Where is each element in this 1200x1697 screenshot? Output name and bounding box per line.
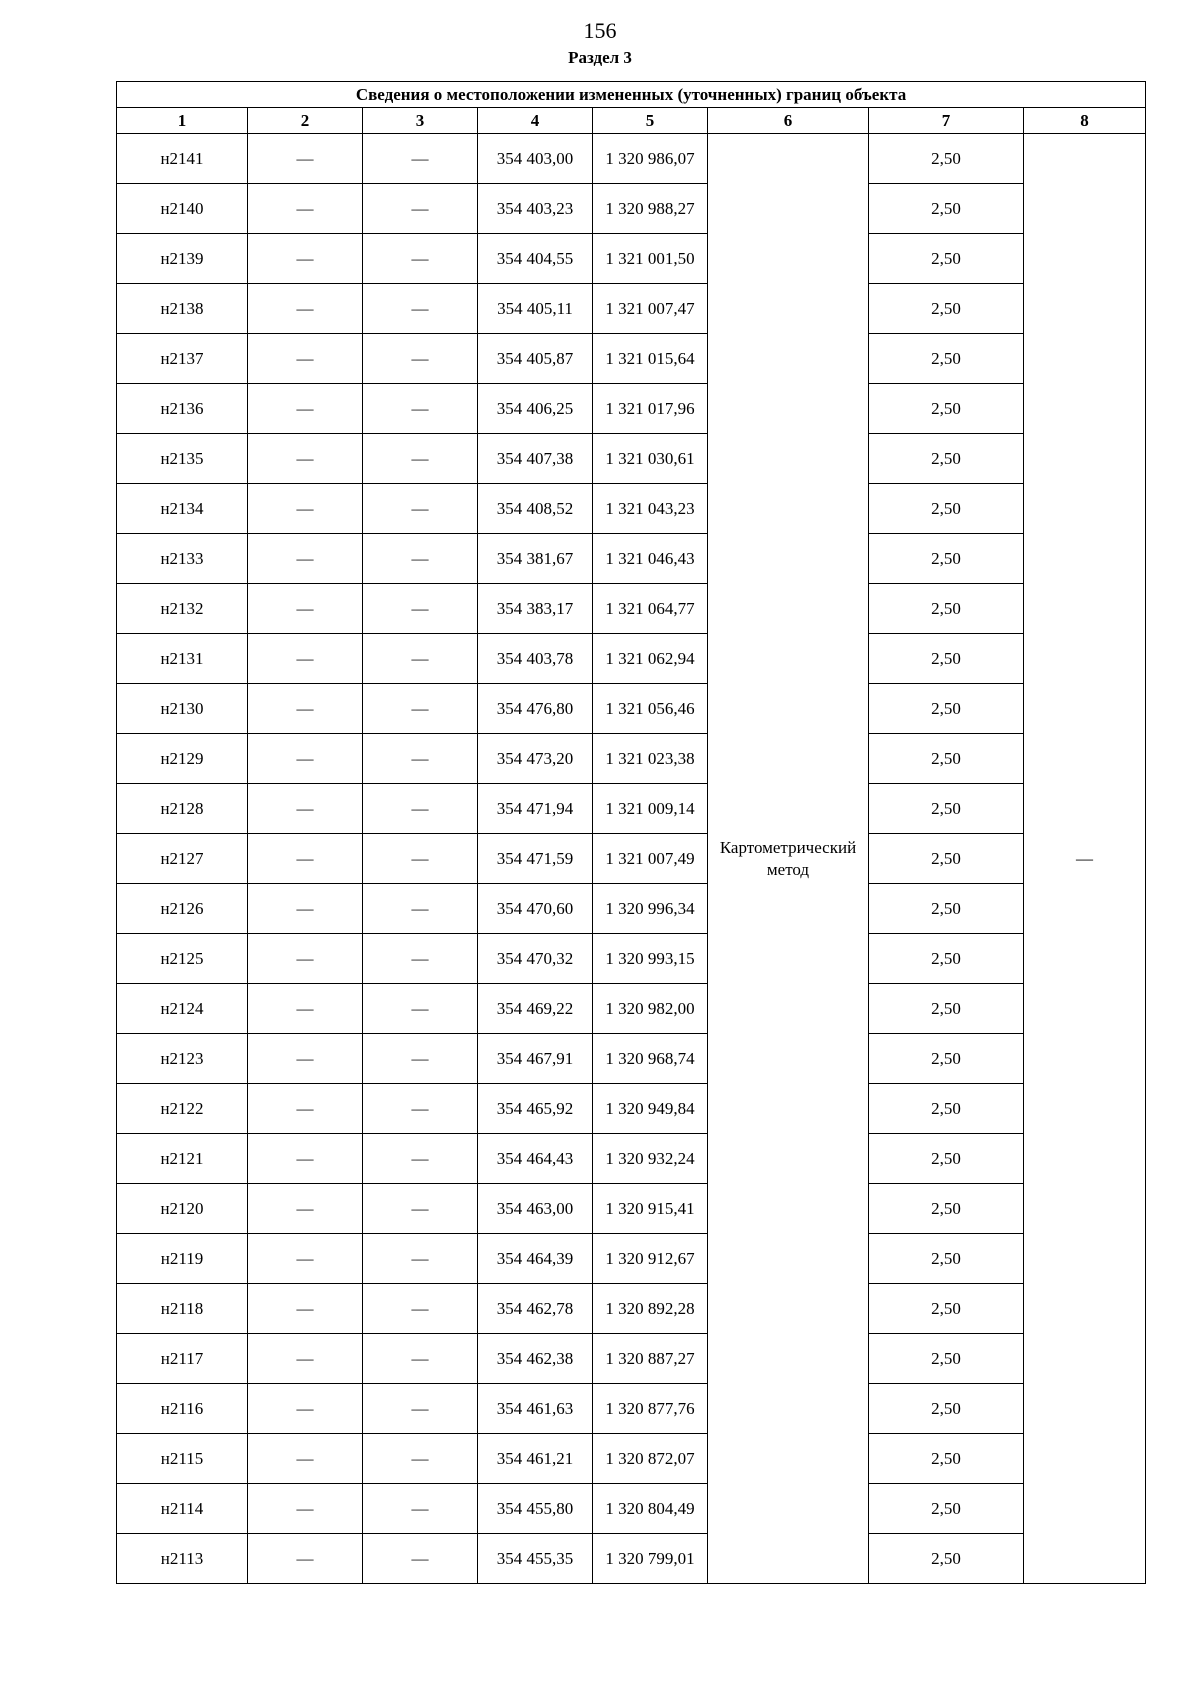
method-cell: Картометрический метод [708, 134, 869, 1584]
column-number: 1 [117, 108, 248, 134]
point-name-cell: н2118 [117, 1284, 248, 1334]
table-row [117, 784, 1146, 834]
y-coordinate-cell: 1 321 046,43 [593, 534, 708, 584]
x-coordinate-cell: 354 470,60 [478, 884, 593, 934]
dash-cell: — [248, 1134, 363, 1184]
x-coordinate-cell: 354 476,80 [478, 684, 593, 734]
accuracy-cell: 2,50 [869, 584, 1024, 634]
dash-cell: — [363, 1234, 478, 1284]
x-coordinate-cell: 354 403,78 [478, 634, 593, 684]
dash-cell: — [363, 1484, 478, 1534]
table-caption: Сведения о местоположении измененных (уточненных) границ объекта [117, 82, 1146, 108]
y-coordinate-cell: 1 321 007,47 [593, 284, 708, 334]
x-coordinate-cell: 354 406,25 [478, 384, 593, 434]
point-name-cell: н2136 [117, 384, 248, 434]
dash-cell: — [363, 1334, 478, 1384]
dash-cell: — [363, 234, 478, 284]
page-number: 156 [583, 18, 617, 43]
point-name-cell: н2123 [117, 1034, 248, 1084]
dash-cell: — [248, 434, 363, 484]
dash-cell: — [363, 584, 478, 634]
accuracy-cell: 2,50 [869, 1534, 1024, 1584]
dash-cell: — [248, 1384, 363, 1434]
y-coordinate-cell: 1 320 915,41 [593, 1184, 708, 1234]
table-row [117, 1034, 1146, 1084]
dash-cell: — [363, 534, 478, 584]
y-coordinate-cell: 1 320 887,27 [593, 1334, 708, 1384]
table-row [117, 1534, 1146, 1584]
y-coordinate-cell: 1 320 988,27 [593, 184, 708, 234]
table-row [117, 1484, 1146, 1534]
column-number: 4 [478, 108, 593, 134]
table-row [117, 734, 1146, 784]
x-coordinate-cell: 354 469,22 [478, 984, 593, 1034]
accuracy-cell: 2,50 [869, 1084, 1024, 1134]
column-number-row [117, 108, 1146, 134]
dash-cell: — [248, 934, 363, 984]
y-coordinate-cell: 1 321 007,49 [593, 834, 708, 884]
table-row [117, 284, 1146, 334]
dash-cell: — [363, 1134, 478, 1184]
dash-cell: — [248, 284, 363, 334]
column-number: 6 [708, 108, 869, 134]
x-coordinate-cell: 354 404,55 [478, 234, 593, 284]
dash-cell: — [363, 984, 478, 1034]
table-row [117, 484, 1146, 534]
dash-cell: — [363, 1434, 478, 1484]
y-coordinate-cell: 1 320 872,07 [593, 1434, 708, 1484]
table-row [117, 1084, 1146, 1134]
dash-cell: — [248, 1234, 363, 1284]
y-coordinate-cell: 1 321 023,38 [593, 734, 708, 784]
y-coordinate-cell: 1 320 932,24 [593, 1134, 708, 1184]
point-name-cell: н2115 [117, 1434, 248, 1484]
accuracy-cell: 2,50 [869, 234, 1024, 284]
table-row [117, 1184, 1146, 1234]
y-coordinate-cell: 1 320 804,49 [593, 1484, 708, 1534]
table-row [117, 434, 1146, 484]
dash-cell: — [248, 984, 363, 1034]
dash-cell: — [248, 334, 363, 384]
x-coordinate-cell: 354 471,59 [478, 834, 593, 884]
x-coordinate-cell: 354 462,78 [478, 1284, 593, 1334]
point-name-cell: н2133 [117, 534, 248, 584]
table-row [117, 1134, 1146, 1184]
table-row [117, 584, 1146, 634]
table-row [117, 1234, 1146, 1284]
accuracy-cell: 2,50 [869, 1234, 1024, 1284]
accuracy-cell: 2,50 [869, 834, 1024, 884]
point-name-cell: н2126 [117, 884, 248, 934]
table-row [117, 834, 1146, 884]
point-name-cell: н2119 [117, 1234, 248, 1284]
point-name-cell: н2113 [117, 1534, 248, 1584]
point-name-cell: н2141 [117, 134, 248, 184]
dash-cell: — [363, 1034, 478, 1084]
dash-cell: — [248, 1184, 363, 1234]
dash-cell: — [363, 1284, 478, 1334]
y-coordinate-cell: 1 320 912,67 [593, 1234, 708, 1284]
dash-cell: — [248, 484, 363, 534]
x-coordinate-cell: 354 464,43 [478, 1134, 593, 1184]
accuracy-cell: 2,50 [869, 1184, 1024, 1234]
x-coordinate-cell: 354 470,32 [478, 934, 593, 984]
table-row [117, 184, 1146, 234]
accuracy-cell: 2,50 [869, 784, 1024, 834]
column8-dash-cell: — [1024, 134, 1146, 1584]
y-coordinate-cell: 1 321 064,77 [593, 584, 708, 634]
accuracy-cell: 2,50 [869, 334, 1024, 384]
x-coordinate-cell: 354 462,38 [478, 1334, 593, 1384]
table-row [117, 384, 1146, 434]
accuracy-cell: 2,50 [869, 934, 1024, 984]
point-name-cell: н2140 [117, 184, 248, 234]
x-coordinate-cell: 354 464,39 [478, 1234, 593, 1284]
point-name-cell: н2128 [117, 784, 248, 834]
dash-cell: — [248, 884, 363, 934]
dash-cell: — [248, 1284, 363, 1334]
table-row [117, 634, 1146, 684]
y-coordinate-cell: 1 320 993,15 [593, 934, 708, 984]
point-name-cell: н2117 [117, 1334, 248, 1384]
dash-cell: — [248, 784, 363, 834]
accuracy-cell: 2,50 [869, 484, 1024, 534]
x-coordinate-cell: 354 405,87 [478, 334, 593, 384]
point-name-cell: н2125 [117, 934, 248, 984]
accuracy-cell: 2,50 [869, 184, 1024, 234]
point-name-cell: н2131 [117, 634, 248, 684]
dash-cell: — [363, 934, 478, 984]
table-row [117, 1434, 1146, 1484]
x-coordinate-cell: 354 467,91 [478, 1034, 593, 1084]
dash-cell: — [363, 1534, 478, 1584]
dash-cell: — [248, 234, 363, 284]
column-number: 3 [363, 108, 478, 134]
y-coordinate-cell: 1 320 996,34 [593, 884, 708, 934]
dash-cell: — [363, 834, 478, 884]
accuracy-cell: 2,50 [869, 734, 1024, 784]
dash-cell: — [363, 684, 478, 734]
x-coordinate-cell: 354 405,11 [478, 284, 593, 334]
table-row [117, 134, 1146, 184]
x-coordinate-cell: 354 465,92 [478, 1084, 593, 1134]
accuracy-cell: 2,50 [869, 634, 1024, 684]
x-coordinate-cell: 354 463,00 [478, 1184, 593, 1234]
column-number: 2 [248, 108, 363, 134]
accuracy-cell: 2,50 [869, 284, 1024, 334]
y-coordinate-cell: 1 321 043,23 [593, 484, 708, 534]
dash-cell: — [363, 384, 478, 434]
point-name-cell: н2124 [117, 984, 248, 1034]
y-coordinate-cell: 1 321 009,14 [593, 784, 708, 834]
point-name-cell: н2127 [117, 834, 248, 884]
column-number: 5 [593, 108, 708, 134]
boundary-coordinates-table [116, 81, 1146, 1584]
y-coordinate-cell: 1 320 799,01 [593, 1534, 708, 1584]
accuracy-cell: 2,50 [869, 1034, 1024, 1084]
point-name-cell: н2138 [117, 284, 248, 334]
x-coordinate-cell: 354 461,63 [478, 1384, 593, 1434]
dash-cell: — [363, 1184, 478, 1234]
dash-cell: — [248, 1034, 363, 1084]
point-name-cell: н2120 [117, 1184, 248, 1234]
dash-cell: — [248, 1334, 363, 1384]
dash-cell: — [248, 584, 363, 634]
x-coordinate-cell: 354 461,21 [478, 1434, 593, 1484]
point-name-cell: н2121 [117, 1134, 248, 1184]
y-coordinate-cell: 1 321 030,61 [593, 434, 708, 484]
point-name-cell: н2129 [117, 734, 248, 784]
dash-cell: — [248, 834, 363, 884]
table-body [117, 134, 1146, 1584]
accuracy-cell: 2,50 [869, 434, 1024, 484]
x-coordinate-cell: 354 403,00 [478, 134, 593, 184]
accuracy-cell: 2,50 [869, 534, 1024, 584]
accuracy-cell: 2,50 [869, 684, 1024, 734]
table-row [117, 1334, 1146, 1384]
y-coordinate-cell: 1 320 968,74 [593, 1034, 708, 1084]
section-title: Раздел 3 [568, 48, 632, 67]
y-coordinate-cell: 1 321 056,46 [593, 684, 708, 734]
y-coordinate-cell: 1 321 017,96 [593, 384, 708, 434]
accuracy-cell: 2,50 [869, 134, 1024, 184]
accuracy-cell: 2,50 [869, 1134, 1024, 1184]
dash-cell: — [363, 884, 478, 934]
dash-cell: — [248, 1534, 363, 1584]
accuracy-cell: 2,50 [869, 884, 1024, 934]
y-coordinate-cell: 1 320 892,28 [593, 1284, 708, 1334]
dash-cell: — [248, 384, 363, 434]
table-row [117, 534, 1146, 584]
point-name-cell: н2122 [117, 1084, 248, 1134]
point-name-cell: н2135 [117, 434, 248, 484]
y-coordinate-cell: 1 321 062,94 [593, 634, 708, 684]
point-name-cell: н2114 [117, 1484, 248, 1534]
dash-cell: — [248, 1434, 363, 1484]
point-name-cell: н2139 [117, 234, 248, 284]
x-coordinate-cell: 354 383,17 [478, 584, 593, 634]
accuracy-cell: 2,50 [869, 1384, 1024, 1434]
point-name-cell: н2132 [117, 584, 248, 634]
accuracy-cell: 2,50 [869, 984, 1024, 1034]
y-coordinate-cell: 1 320 982,00 [593, 984, 708, 1034]
x-coordinate-cell: 354 403,23 [478, 184, 593, 234]
dash-cell: — [363, 434, 478, 484]
dash-cell: — [248, 1484, 363, 1534]
y-coordinate-cell: 1 320 986,07 [593, 134, 708, 184]
dash-cell: — [363, 1084, 478, 1134]
dash-cell: — [363, 484, 478, 534]
accuracy-cell: 2,50 [869, 384, 1024, 434]
dash-cell: — [248, 734, 363, 784]
point-name-cell: н2134 [117, 484, 248, 534]
accuracy-cell: 2,50 [869, 1334, 1024, 1384]
dash-cell: — [248, 184, 363, 234]
dash-cell: — [363, 634, 478, 684]
accuracy-cell: 2,50 [869, 1484, 1024, 1534]
table-row [117, 684, 1146, 734]
y-coordinate-cell: 1 320 877,76 [593, 1384, 708, 1434]
accuracy-cell: 2,50 [869, 1284, 1024, 1334]
table-row [117, 334, 1146, 384]
dash-cell: — [248, 684, 363, 734]
point-name-cell: н2137 [117, 334, 248, 384]
point-name-cell: н2130 [117, 684, 248, 734]
table-row [117, 934, 1146, 984]
x-coordinate-cell: 354 407,38 [478, 434, 593, 484]
x-coordinate-cell: 354 408,52 [478, 484, 593, 534]
table-row [117, 1284, 1146, 1334]
dash-cell: — [363, 134, 478, 184]
dash-cell: — [363, 1384, 478, 1434]
table-row [117, 1384, 1146, 1434]
dash-cell: — [363, 784, 478, 834]
column-number: 7 [869, 108, 1024, 134]
dash-cell: — [248, 134, 363, 184]
dash-cell: — [363, 184, 478, 234]
column-number: 8 [1024, 108, 1146, 134]
x-coordinate-cell: 354 381,67 [478, 534, 593, 584]
point-name-cell: н2116 [117, 1384, 248, 1434]
y-coordinate-cell: 1 321 015,64 [593, 334, 708, 384]
dash-cell: — [248, 534, 363, 584]
accuracy-cell: 2,50 [869, 1434, 1024, 1484]
table-row [117, 234, 1146, 284]
dash-cell: — [248, 1084, 363, 1134]
y-coordinate-cell: 1 321 001,50 [593, 234, 708, 284]
x-coordinate-cell: 354 473,20 [478, 734, 593, 784]
x-coordinate-cell: 354 455,35 [478, 1534, 593, 1584]
dash-cell: — [363, 734, 478, 784]
dash-cell: — [363, 334, 478, 384]
table-row [117, 884, 1146, 934]
table-row [117, 984, 1146, 1034]
dash-cell: — [363, 284, 478, 334]
x-coordinate-cell: 354 455,80 [478, 1484, 593, 1534]
x-coordinate-cell: 354 471,94 [478, 784, 593, 834]
y-coordinate-cell: 1 320 949,84 [593, 1084, 708, 1134]
dash-cell: — [248, 634, 363, 684]
